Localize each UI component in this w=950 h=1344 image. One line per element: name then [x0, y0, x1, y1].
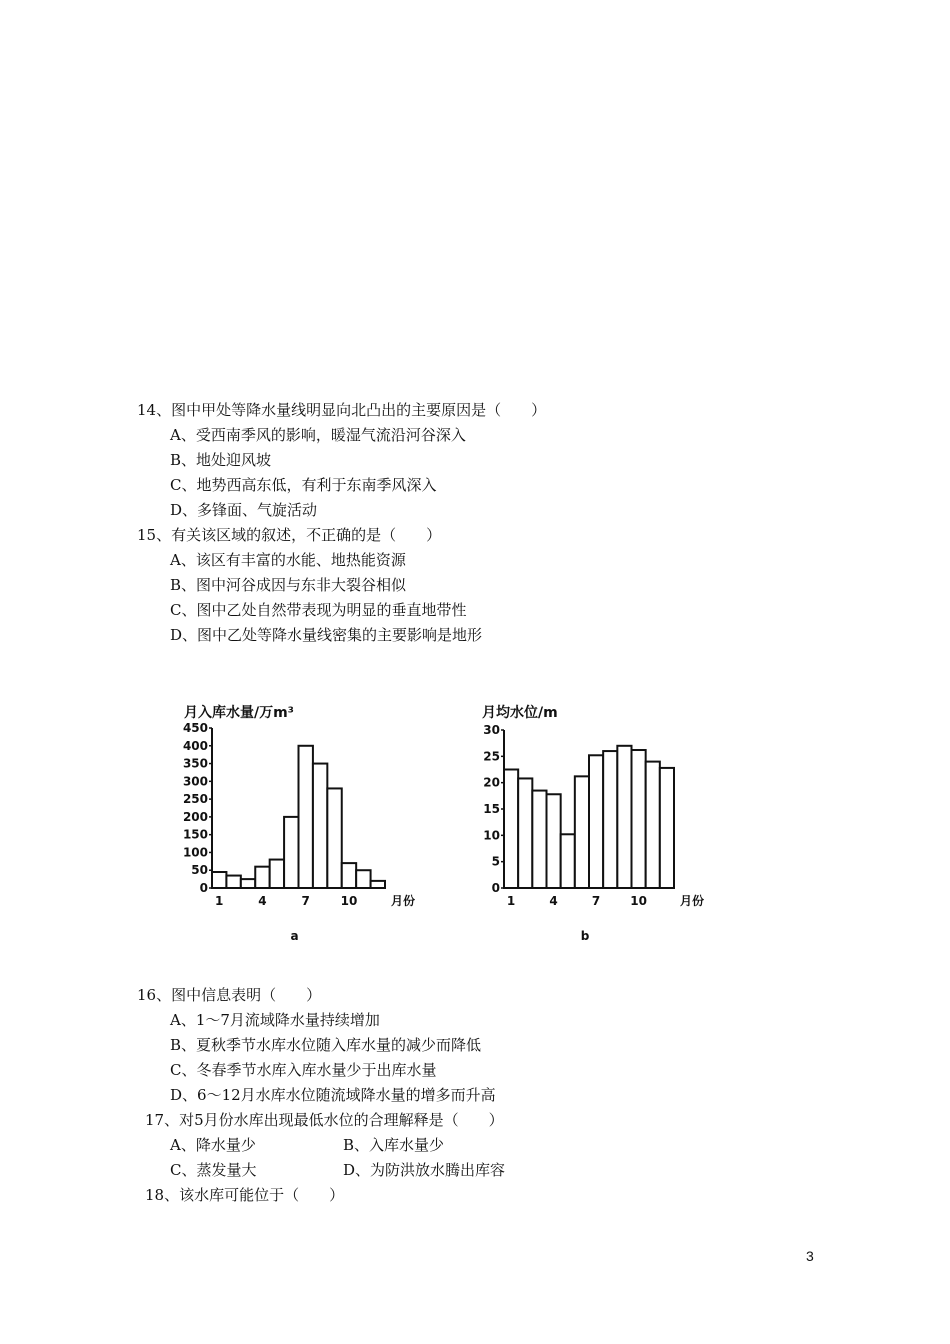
chart-a-ytick-label: 200 [182, 809, 208, 824]
chart-a-bar [371, 881, 385, 888]
chart-a-ytick-label: 450 [182, 721, 208, 735]
chart-a-caption: a [290, 929, 299, 943]
chart-a-ytick-label: 50 [191, 863, 208, 878]
chart-b-xtick-label: 7 [591, 894, 601, 908]
chart-b-xtick-label: 10 [630, 894, 647, 908]
q15-option-b: B、图中河谷成因与东非大裂谷相似 [170, 576, 407, 594]
q16-option-c: C、冬春季节水库入库水量少于出库水量 [170, 1061, 437, 1079]
chart-b-bar [646, 762, 660, 888]
q15-option-a: A、该区有丰富的水能、地热能资源 [170, 551, 406, 569]
chart-a-bar [241, 879, 255, 888]
chart-b-bar [504, 770, 518, 889]
q16-option-a: A、1～7月流域降水量持续增加 [170, 1011, 380, 1029]
q16-option-d: D、6～12月水库水位随流域降水量的增多而升高 [170, 1086, 496, 1104]
chart-a-ytick-label: 150 [182, 827, 208, 842]
chart-b-ytick-label: 20 [483, 775, 500, 790]
chart-b-ytick-label: 0 [491, 881, 500, 895]
chart-b-bar [589, 755, 603, 888]
chart-b [470, 700, 730, 950]
chart-a-bar [313, 764, 327, 888]
chart-a-ytick-label: 100 [182, 845, 208, 860]
chart-b-bar [518, 778, 532, 888]
chart-b-ytick-label: 15 [483, 802, 500, 816]
chart-a-xtick-label: 10 [340, 894, 358, 908]
chart-b-bar [575, 776, 589, 888]
chart-a-xtick-label: 7 [301, 894, 310, 908]
chart-a-xtick-label: 4 [258, 894, 267, 908]
q17-option-a: A、降水量少 [170, 1136, 256, 1154]
q16-option-b: B、夏秋季节水库水位随入库水量的减少而降低 [170, 1036, 482, 1054]
chart-b-bar [532, 791, 546, 888]
chart-a-xlabel: 月份 [391, 894, 416, 908]
chart-a-ytick-label: 300 [182, 774, 208, 789]
chart-a-ytick-label: 250 [182, 792, 208, 807]
chart-b-ytick-label: 5 [491, 854, 500, 869]
q18-stem: 18、该水库可能位于（ ） [145, 1186, 345, 1204]
page-number: 3 [806, 1248, 814, 1264]
q16-stem: 16、图中信息表明（ ） [137, 986, 322, 1004]
chart-a-ytick-label: 0 [199, 881, 208, 895]
q17-option-c: C、蒸发量大 [170, 1161, 257, 1179]
q17-option-d: D、为防洪放水腾出库容 [343, 1161, 506, 1179]
chart-a-bar [255, 867, 269, 888]
chart-b-ytick-label: 10 [483, 828, 500, 843]
chart-b-xtick-label: 4 [549, 894, 558, 908]
chart-a-ylabel: 月入库水量/万m³ [184, 705, 294, 721]
chart-a-ytick-label: 400 [182, 738, 208, 753]
q15-stem: 15、有关该区域的叙述，不正确的是（ ） [137, 526, 442, 544]
chart-a-bar [226, 876, 240, 888]
q14-option-d: D、多锋面、气旋活动 [170, 501, 318, 519]
chart-a-bar [212, 872, 226, 888]
chart-a [170, 700, 430, 950]
chart-a-bar [299, 746, 313, 888]
chart-b-caption: b [580, 929, 590, 943]
chart-b-xtick-label: 1 [506, 894, 516, 908]
q14-stem: 14、图中甲处等降水量线明显向北凸出的主要原因是（ ） [137, 401, 547, 419]
q14-option-b: B、地处迎风坡 [170, 451, 272, 469]
chart-b-bar [617, 746, 631, 888]
chart-b-bar [547, 794, 561, 888]
q15-option-d: D、图中乙处等降水量线密集的主要影响是地形 [170, 626, 483, 644]
q17-stem: 17、对5月份水库出现最低水位的合理解释是（ ） [145, 1111, 504, 1129]
chart-a-bar [270, 860, 284, 888]
chart-a-ytick-label: 350 [182, 756, 208, 771]
chart-b-bar [561, 834, 575, 888]
chart-a-bar [356, 870, 370, 888]
chart-a-bar [327, 788, 341, 888]
chart-a-bar [284, 817, 298, 888]
q17-option-b: B、入库水量少 [343, 1136, 445, 1154]
chart-b-ytick-label: 30 [483, 723, 500, 737]
chart-b-ylabel: 月均水位/m [482, 705, 558, 721]
q14-option-c: C、地势西高东低，有利于东南季风深入 [170, 476, 437, 494]
chart-b-bar [632, 750, 646, 888]
q15-option-c: C、图中乙处自然带表现为明显的垂直地带性 [170, 601, 467, 619]
chart-b-xlabel: 月份 [680, 894, 705, 908]
chart-a-bar [342, 863, 356, 888]
chart-b-bar [603, 751, 617, 888]
chart-a-xtick-label: 1 [215, 894, 224, 908]
q14-option-a: A、受西南季风的影响，暖湿气流沿河谷深入 [170, 426, 466, 444]
chart-b-bar [660, 768, 674, 888]
chart-b-ytick-label: 25 [483, 749, 500, 764]
